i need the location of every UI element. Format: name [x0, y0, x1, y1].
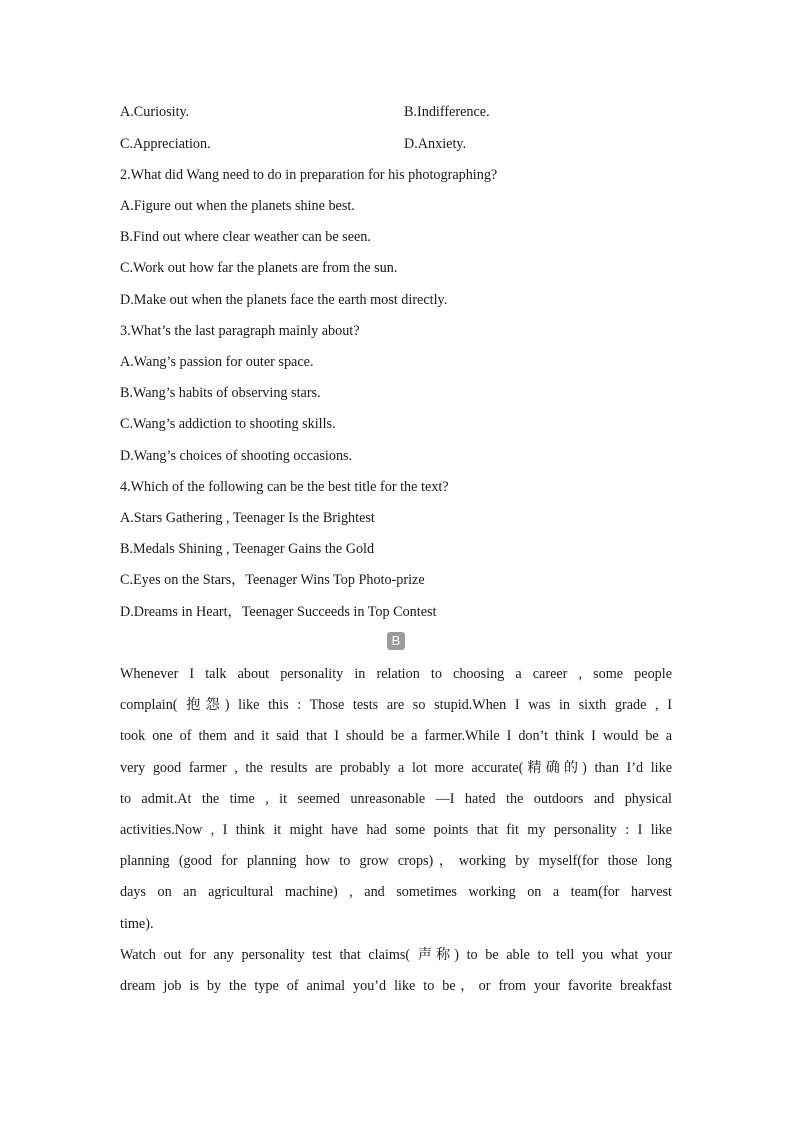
passage-line: very good farmer , the results are probably a lot more accurate(精确的) than I’d like: [120, 759, 672, 776]
passage-b-paragraph-1: [120, 664, 672, 945]
passage-line: time).: [120, 915, 154, 932]
passage-line: Watch out for any personality test that claims( 声称) to be able to tell you what your: [120, 947, 672, 963]
q3-question: 3.What’s the last paragraph mainly about?: [120, 323, 360, 339]
q4-question: 4.Which of the following can be the best title for the text?: [120, 479, 449, 495]
q3-option-b: B.Wang’s habits of observing stars.: [120, 385, 321, 401]
passage-line: activities.Now , I think it might have had some points that fit my personality : I like: [120, 821, 672, 838]
passage-line: dream job is by the type of animal you’d like to be，or from your favorite breakfast: [120, 978, 672, 995]
passage-line: complain( 抱怨) like this : Those tests are so stupid.When I was in sixth grade , I: [120, 697, 672, 714]
passage-line: planning (good for planning how to grow crops)，working by myself(for those long: [120, 853, 672, 870]
q4-option-c: C.Eyes on the Stars，Teenager Wins Top Photo-prize: [120, 572, 425, 588]
passage-line: took one of them and it said that I should be a farmer.While I don’t think I would be a: [120, 728, 672, 745]
q3-option-d: D.Wang’s choices of shooting occasions.: [120, 448, 353, 464]
q1-option-a: A.Curiosity.: [120, 104, 190, 120]
q1-option-b: B.Indifference.: [404, 104, 490, 120]
passage-b-paragraph-2: [120, 945, 672, 1007]
q2-option-a: A.Figure out when the planets shine best.: [120, 198, 355, 214]
q4-option-d: D.Dreams in Heart，Teenager Succeeds in Top Contest: [120, 604, 437, 620]
q2-question: 2.What did Wang need to do in preparation for his photographing?: [120, 167, 498, 183]
passage-line: Whenever I talk about personality in relation to choosing a career , some people: [120, 666, 672, 682]
section-b-badge: B: [387, 632, 405, 650]
passage-line: to admit.At the time , it seemed unreasonable —I hated the outdoors and physical: [120, 790, 672, 807]
q1-option-c: C.Appreciation.: [120, 136, 211, 152]
q2-option-c: C.Work out how far the planets are from the sun.: [120, 260, 398, 276]
q4-option-b: B.Medals Shining , Teenager Gains the Gold: [120, 541, 375, 557]
q1-option-d: D.Anxiety.: [404, 136, 467, 152]
q4-option-a: A.Stars Gathering , Teenager Is the Brightest: [120, 510, 375, 526]
q3-option-c: C.Wang’s addiction to shooting skills.: [120, 416, 336, 432]
q2-option-b: B.Find out where clear weather can be seen.: [120, 229, 371, 245]
q2-option-d: D.Make out when the planets face the earth most directly.: [120, 292, 448, 308]
q3-option-a: A.Wang’s passion for outer space.: [120, 354, 314, 370]
passage-line: days on an agricultural machine) , and sometimes working on a team(for harvest: [120, 884, 672, 901]
